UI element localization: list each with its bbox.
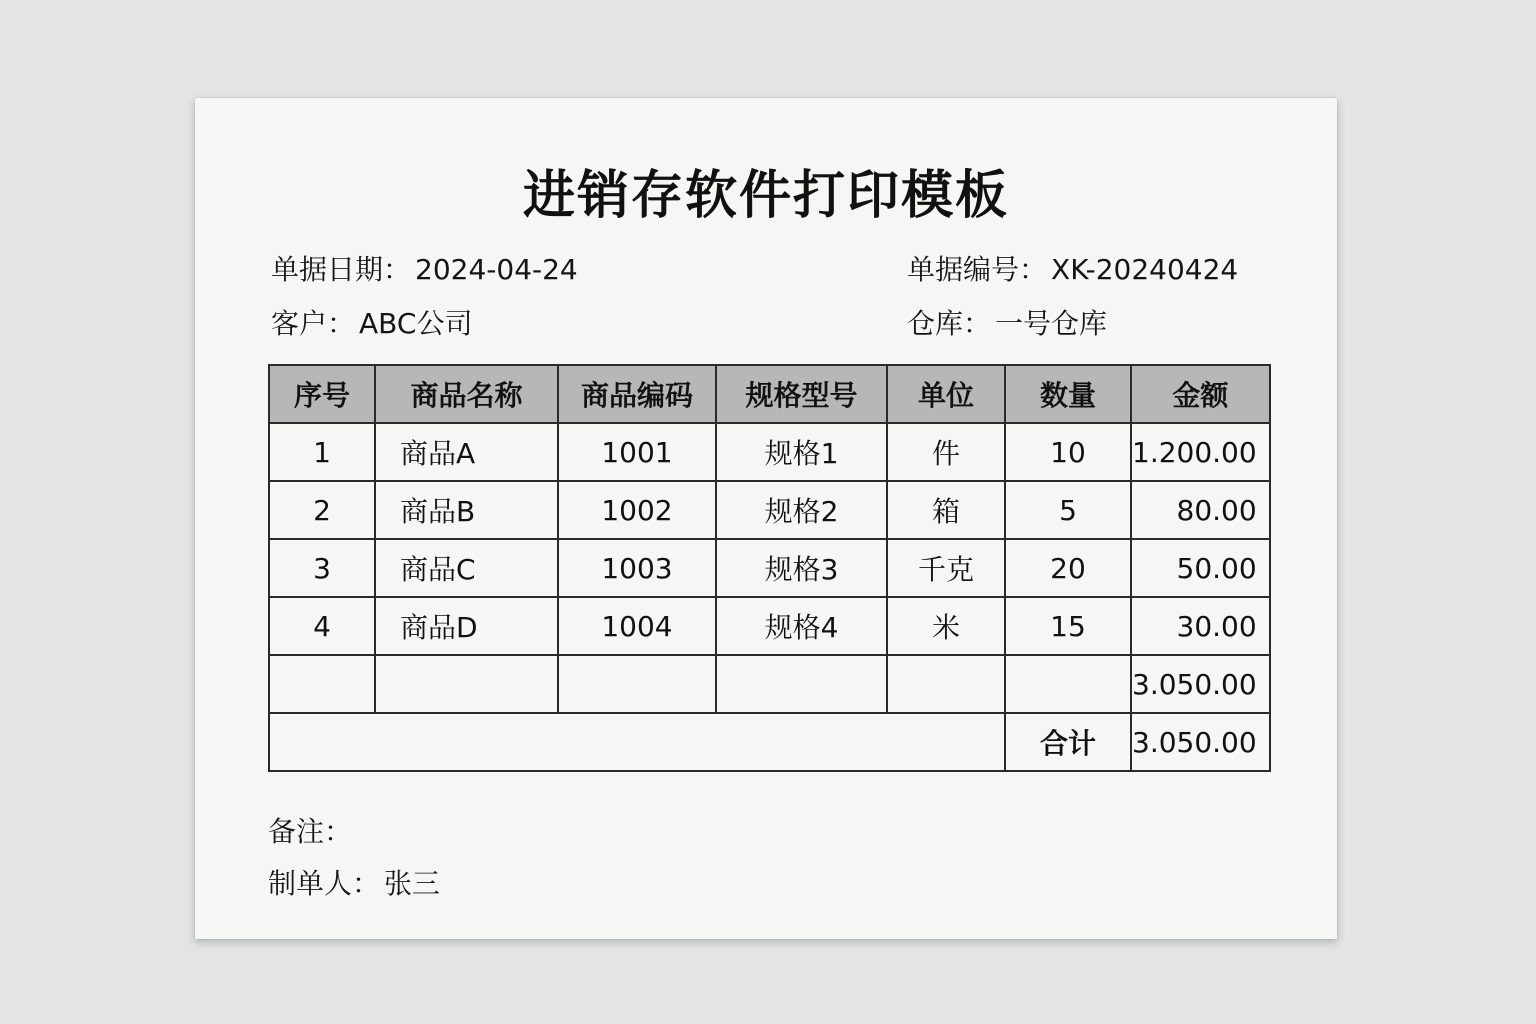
- warehouse-value: 一号仓库: [995, 307, 1108, 340]
- cell-spec: 规格2: [716, 481, 887, 539]
- cell-amount: 80.00: [1131, 481, 1270, 539]
- cell-spec: 规格3: [716, 539, 887, 597]
- total-row: [269, 713, 1270, 771]
- cell-name: 商品A: [375, 423, 558, 481]
- cell-unit: 米: [887, 597, 1005, 655]
- empty-cell: [558, 655, 716, 713]
- cell-qty: 5: [1005, 481, 1131, 539]
- cell-unit: 件: [887, 423, 1005, 481]
- empty-cell: [887, 655, 1005, 713]
- cell-code: 1004: [558, 597, 716, 655]
- cell-name: 商品C: [375, 539, 558, 597]
- customer-value: ABC公司: [359, 307, 473, 340]
- table-row: [269, 597, 1270, 655]
- document-date-label: 单据日期：: [271, 253, 412, 286]
- cell-no: 1: [269, 423, 375, 481]
- document-number-value: XK-20240424: [1051, 253, 1239, 286]
- cell-amount: 50.00: [1131, 539, 1270, 597]
- column-header: 商品编码: [558, 365, 716, 423]
- cell-unit: 千克: [887, 539, 1005, 597]
- cell-no: 2: [269, 481, 375, 539]
- empty-cell: [269, 655, 375, 713]
- column-header: 序号: [269, 365, 375, 423]
- cell-amount: 1.200.00: [1131, 423, 1270, 481]
- total-label: 合计: [1005, 713, 1131, 771]
- document-date-value: 2024-04-24: [415, 253, 578, 286]
- column-header: 金额: [1131, 365, 1270, 423]
- document-number: [907, 248, 1238, 288]
- cell-no: 4: [269, 597, 375, 655]
- cell-spec: 规格4: [716, 597, 887, 655]
- cell-qty: 10: [1005, 423, 1131, 481]
- cell-qty: 15: [1005, 597, 1131, 655]
- empty-cell: [375, 655, 558, 713]
- table-header-row: [269, 365, 1270, 423]
- items-table: [268, 364, 1271, 772]
- warehouse-label: 仓库：: [907, 307, 992, 340]
- remark-label: 备注：: [268, 815, 353, 848]
- table-row: [269, 423, 1270, 481]
- cell-name: 商品D: [375, 597, 558, 655]
- empty-cell: [716, 655, 887, 713]
- table-row: [269, 539, 1270, 597]
- total-row-blank: [269, 713, 1005, 771]
- column-header: 规格型号: [716, 365, 887, 423]
- document-maker: [268, 862, 440, 902]
- cell-code: 1003: [558, 539, 716, 597]
- total-amount: 3.050.00: [1131, 713, 1270, 771]
- cell-amount: 30.00: [1131, 597, 1270, 655]
- subtotal-amount: 3.050.00: [1131, 655, 1270, 713]
- customer-label: 客户：: [271, 307, 356, 340]
- empty-cell: [1005, 655, 1131, 713]
- cell-code: 1002: [558, 481, 716, 539]
- maker-label: 制单人：: [268, 867, 381, 900]
- cell-unit: 箱: [887, 481, 1005, 539]
- print-template-sheet: [195, 98, 1337, 939]
- maker-value: 张三: [384, 867, 441, 900]
- cell-no: 3: [269, 539, 375, 597]
- customer: [271, 302, 472, 342]
- table-row: [269, 481, 1270, 539]
- document-date: [271, 248, 578, 288]
- cell-name: 商品B: [375, 481, 558, 539]
- column-header: 商品名称: [375, 365, 558, 423]
- cell-spec: 规格1: [716, 423, 887, 481]
- document-title: 进销存软件打印模板: [522, 166, 1009, 226]
- warehouse: [907, 302, 1107, 342]
- cell-code: 1001: [558, 423, 716, 481]
- cell-qty: 20: [1005, 539, 1131, 597]
- column-header: 单位: [887, 365, 1005, 423]
- remark: [268, 810, 352, 850]
- document-number-label: 单据编号：: [907, 253, 1048, 286]
- subtotal-row: [269, 655, 1270, 713]
- column-header: 数量: [1005, 365, 1131, 423]
